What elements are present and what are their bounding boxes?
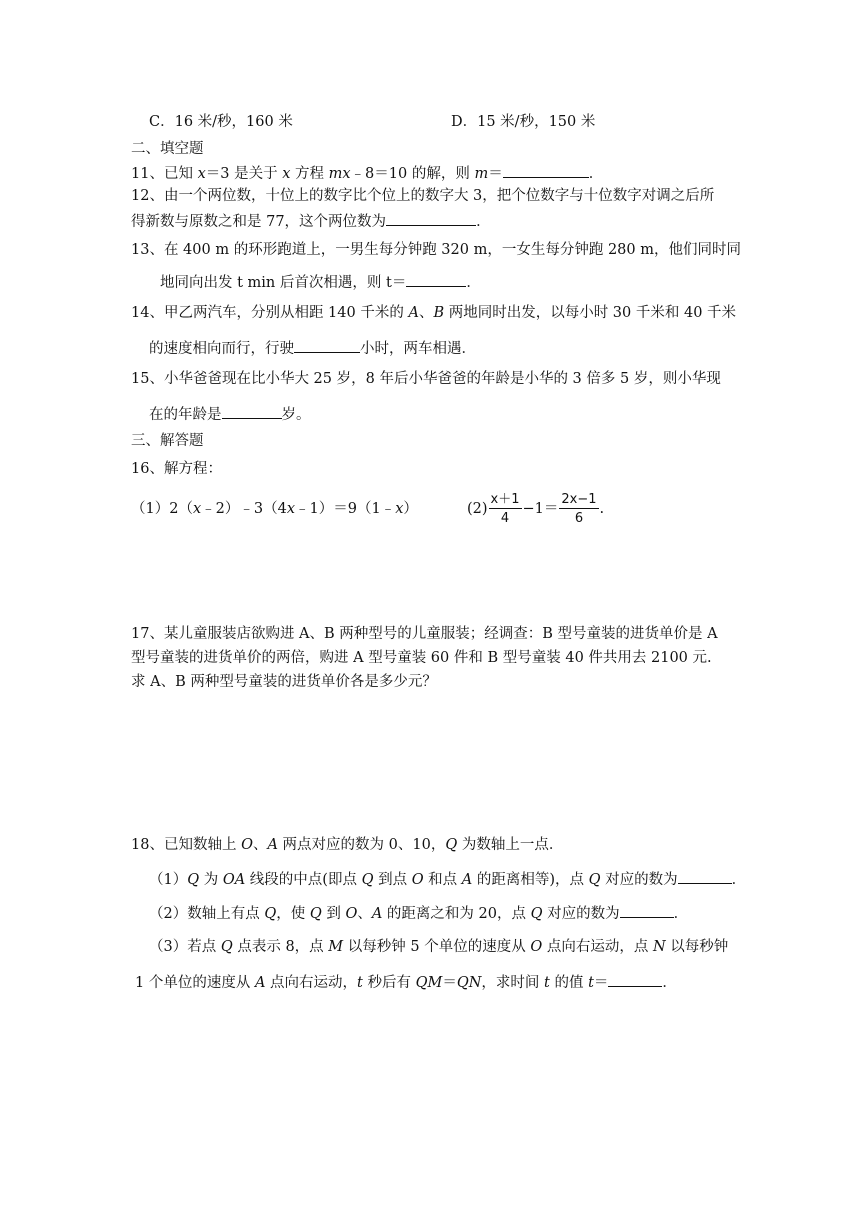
question-12-line1: 12、由一个两位数，十位上的数字比个位上的数字大 3，把个位数字与十位数字对调之后所 [131, 188, 715, 204]
answer-blank [608, 972, 662, 987]
question-18-part2: （2）数轴上有点 Q，使 Q 到 O、A 的距离之和为 20，点 Q 对应的数为 ． [149, 903, 688, 923]
answer-blank [406, 272, 466, 287]
fraction-1: $\frac{x+1}{4}$ [490, 491, 520, 526]
answer-blank [294, 338, 360, 353]
question-15-line2: 在的年龄是 岁。 [149, 404, 311, 424]
question-13-line1: 13、在 400 m 的环形跑道上，一男生每分钟跑 320 m，一女生每分钟跑 280 m，他们同时同 [131, 242, 741, 258]
answer-blank [386, 211, 476, 226]
question-16-title: 16、解方程： [131, 461, 222, 477]
answer-blank [222, 404, 282, 419]
option-c: C．16 米/秒，160 米 [149, 114, 293, 130]
question-18-part3-line2: 1 个单位的速度从 A 点向右运动，t 秒后有 QM＝QN，求时间 t 的值 t＝ ． [135, 972, 677, 992]
answer-blank [678, 869, 732, 884]
question-18-part3-line1: （3）若点 Q 点表示 8，点 M 以每秒钟 5 个单位的速度从 O 点向右运动，点 N 以每秒钟 [149, 939, 729, 955]
fraction-2: $\frac{2x-1}{6}$ [561, 491, 597, 526]
section-solve-heading: 三、解答题 [131, 433, 204, 449]
question-14-line2: 的速度相向而行，行驶 小时，两车相遇． [149, 338, 476, 358]
question-14-line1: 14、甲乙两汽车，分别从相距 140 千米的 A、B 两地同时出发，以每小时 30 千米和 40 千米 [131, 305, 737, 321]
question-12-line2: 得新数与原数之和是 77，这个两位数为 ． [131, 211, 491, 231]
question-18-part1: （1）Q 为 OA 线段的中点(即点 Q 到点 O 和点 A 的距离相等)，点 Q 对应的数为 ． [149, 869, 746, 889]
question-13-line2: 地同向出发 t min 后首次相遇，则 t＝ ． [160, 272, 481, 292]
equation-2: (2) $\frac{x+1}{4}$ −1＝ $\frac{2x-1}{6}$ . [467, 491, 605, 526]
equation-1: （1）2（x﹣2）﹣3（4x﹣1）＝9（1﹣x） [131, 501, 418, 517]
answer-blank [503, 163, 589, 178]
answer-blank [620, 903, 674, 918]
question-11: 11、已知 x＝3 是关于 x 方程 mx﹣8＝10 的解，则 m＝ ． [131, 163, 603, 183]
section-fill-heading: 二、填空题 [131, 141, 204, 157]
option-d: D．15 米/秒，150 米 [451, 114, 596, 130]
question-17-line2: 型号童装的进货单价的两倍，购进 A 型号童装 60 件和 B 型号童装 40 件共用去 2100 元. [131, 650, 712, 666]
question-17-line1: 17、某儿童服装店欲购进 A、B 两种型号的儿童服装；经调查：B 型号童装的进货单价是 A [131, 626, 718, 642]
question-18-intro: 18、已知数轴上 O、A 两点对应的数为 0、10，Q 为数轴上一点． [131, 837, 564, 853]
question-15-line1: 15、小华爸爸现在比小华大 25 岁，8 年后小华爸爸的年龄是小华的 3 倍多 5 岁，则小华现 [131, 371, 721, 387]
question-17-line3: 求 A、B 两种型号童装的进货单价各是多少元？ [131, 674, 437, 690]
